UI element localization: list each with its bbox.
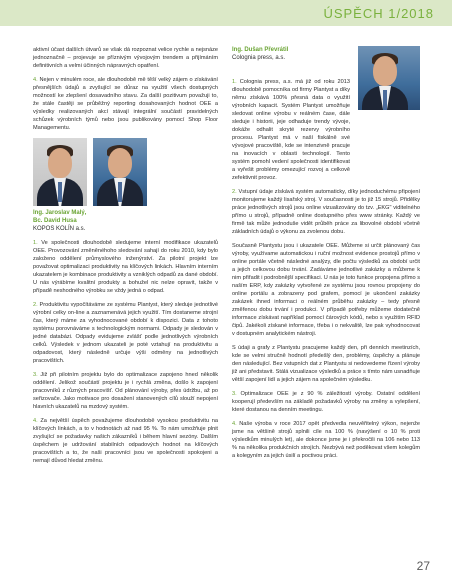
answer-number: 2.: [232, 189, 237, 195]
answer-number: 3.: [232, 391, 237, 397]
answer-text: Ve společnosti dlouhodobě sledujeme interní modifikace ukazatelů OEE. Provozování změněného: [33, 240, 218, 254]
left-column: [33, 46, 218, 471]
author-name: Ing. Dušan Převrátil: [232, 47, 289, 53]
answer-text: Vstupní údaje získává systém automaticky, díky jednoduchému připojení monitorujeme každý lisařský stroj. V současnosti je to již 15 strojů. Přidělky práce jednotlivých strojů jsou online vizualizovány do tzv. „EKG" viditelného přímo u strojů, případně online dostupného přes www stránky. Každý ve firmě tak může jednoduše vidět průběh práce za libovolné období včetně základních údajů o výkonu za zvolenou dobu.: [232, 189, 420, 235]
left-answer-4b: [33, 417, 218, 465]
author-photo-1: [33, 138, 87, 206]
answer-number: 4.: [33, 77, 38, 83]
answer-text: Optimalizace OEE je z 90 % záležitostí výroby. Ostatní oddělení kooperují především na základě požadavků výroby na změny a vylepšení, které dostanou na denním meetingu.: [232, 391, 420, 413]
answer-number: 4.: [33, 418, 38, 424]
author-company: KOPOS KOLÍN a.s.: [33, 226, 86, 232]
left-answer-1: [33, 239, 218, 295]
author-name: Ing. Jaroslav Malý,: [33, 210, 87, 216]
answer-number: 2.: [33, 302, 38, 308]
answer-text-cont: ho sledování sahají do roku 2010, kdy bylo založeno oddělení průmyslového inženýrství. Za pilotní projekt lze považovat optimalizaci produktivity na klíčových linkách. Hlavním interním ukazatelem je kombinace produktivity a vzniklých odpadů za dané období. U nás výrábíme kvalitní produkty a bohužel nic nelze opravit, takže v případě neshodného výrobku se vždy jedná o odpad.: [33, 248, 218, 294]
answer-text: Nejen v minulém roce, ale dlouhodobě mě těší velký zájem o získávání přesnějších údajů a zvyšující se důraz na využití všech dostupných možností ke zlepšení dosavadního stavu. Za další pozitivum považuji to, že stále častěji se průběžný reporting dosahovaných hodnot OEE a výsledky realizovaných akcí stávají integrální součástí pravidelných schůzek výrobních týmů nebo jsou publikovány pomocí Shop Floor Managementu.: [33, 77, 218, 131]
issue-label: ÚSPĚCH 1/2018: [323, 6, 434, 21]
left-answer-3: [33, 371, 218, 411]
answer-text: Naše výroba v roce 2017 opět předvedla neuvěřitelný výkon, nejenže jsme na většině strojů splnili cíle na 100 % (navýšení o 10 % proti výsledkům minulých let), ale dokonce jsme je i překročili na 106 nebo 113 % na několika produkčních strojích. Nezbývá než poděkovat všem kolegům a kolegyním za jejich úsilí a poctivou práci.: [232, 421, 420, 459]
author-1: [33, 209, 218, 233]
right-answer-2-cont: Současně Plantystu jsou i ukazatele OEE. Můžeme si určit plánovaný čas výroby, využívame automatickou i ruční možnost evidence prostojů přímo v online portále včetně následné analýzy, dle počtu výsledků za období určit a jejich celkovou dobu trvání. Zadáváme jednotlivé zakázky a můžeme k nim přiřadit i podrobnější specifikaci. U nás je toto funkce propojena přímo s naším ERP, kdy zakázky vytvořené ze systému jsou rovnou propojeny do online portálu a zobrazeny pod grafem, pomocí je ukončení zakázky zakázek ihned informaci o reálném průběhu zakázky – tedy přesně změřenou dobu trvání i produkci. V případě potřeby můžeme dodatečně informace získávat například pomocí čárových kódů, nebo s využitím RFID čipů. Jakékoli získané informace, třeba i o nekvalitě, lze pak vyhodnocovat v dostupném analytickém nástroji.: [232, 243, 420, 337]
left-paragraph-continued: aktivní účast dalších útvarů se však dá rozpoznat velice rychle a nejsnáze jednoznačně – projevuje se příznivým vývojovým trendem a přijímáním definitivních a velmi účinných nápravných opatření.: [33, 47, 218, 69]
page-number: 27: [416, 559, 430, 573]
left-answer-4: [33, 76, 218, 132]
author-photo-3: [358, 46, 420, 110]
right-answer-1: [232, 78, 350, 182]
answer-number: 1.: [232, 79, 237, 85]
author-name-2: Bc. David Husa: [33, 218, 77, 224]
answer-text: Colognia press, a.s. má již od roku 2013 dlouhodobě pomocníka od firmy Plantyst a díky němu získává 100% přesná data o využití výrobních kapacit. Systém Plantyst umožňuje sledovat online výrobu v reálném čase, dále sleduje i historii, jeje odhaduje trendy vývoje, dokáže odhalit skryté rezervy výrobního procesu. Plantyst má v naší fiskálně své vývojové pracoviště, kde se intenzivně pracuje na inovacích v oblasti technologií. Tento systém pomohl vedení společnosti identifikovat a vyřešit problémy omezující rozvoj a celkově zefektivnit provoz.: [232, 79, 350, 181]
right-column: [232, 46, 420, 466]
answer-number: 3.: [33, 372, 38, 378]
right-answer-3: [232, 390, 420, 414]
author-block-kopos: [33, 138, 218, 206]
author-photo-2: [93, 138, 147, 206]
right-answer-2-cont2: S údaji a grafy z Plantystu pracujeme každý den, při denních meetinzích, kde se velmi stručně hodnotí předešlý den, problémy, úspěchy a plánuje den následující. Bez vstupních dat z Plantystu si nedovedeme řízení výroby již ani představit. Stálá vizualizace výsledků a práce s tímto nám usnadňuje větší zapojení lidí a jejich zájem na společném výsledku.: [232, 345, 420, 383]
left-answer-2: [33, 301, 218, 365]
answer-text: Za největší úspěch považujeme dlouhodobě vysokou produktivitu na klíčových linkách, a to v hodnotách až nad 95 %. To nám umožňuje plnit zvyšující se požadavky našich zákazníků i během hlavní sezóny. Dalším úspěchem je udržování stabilních odpadových hodnot na klíčových pracovištích a to, že naši pracovníci jsou ve společnosti spokojeni a nemají důvod hledat změnu.: [33, 418, 218, 464]
answer-text: Produktivitu vypočítáváme ze systému Plantyst, který sleduje jednotlivé výrobní celky on-line a zaznamenává jejich využití. Tím dostaneme strojní čas, který máme za vyhodnocované období k dispozici. Data z tohoto systému porovnáváme s technologickým normami. Odpady je sledován v jedné databázi. Odpady evidujeme zvlášť podle jednotlivých výrobních celků. Výsledek v jednom ukazateli je poté vztahují na produktivitu a odpadovost, který následně určuje výši odměny na jednotlivých pracovištích.: [33, 302, 218, 364]
right-answer-2: [232, 188, 420, 236]
author-company: Colognia press, a.s.: [232, 55, 286, 61]
answer-text: Již při pilotním projektu bylo do optimalizace zapojeno hned několik oddělení. Jelikož součástí projektu je i rychlá změna, došlo k zapojení pracovníků z různých pracovišť. Od plánování výroby, přes údržbu, až po seřizovače. Jako motivace pro dosažení stanovených cílů slouží nepojení hlavních ukazatelů na mzdový systém.: [33, 372, 218, 410]
answer-number: 1.: [33, 240, 38, 246]
right-answer-4: [232, 420, 420, 460]
answer-number: 4.: [232, 421, 237, 427]
